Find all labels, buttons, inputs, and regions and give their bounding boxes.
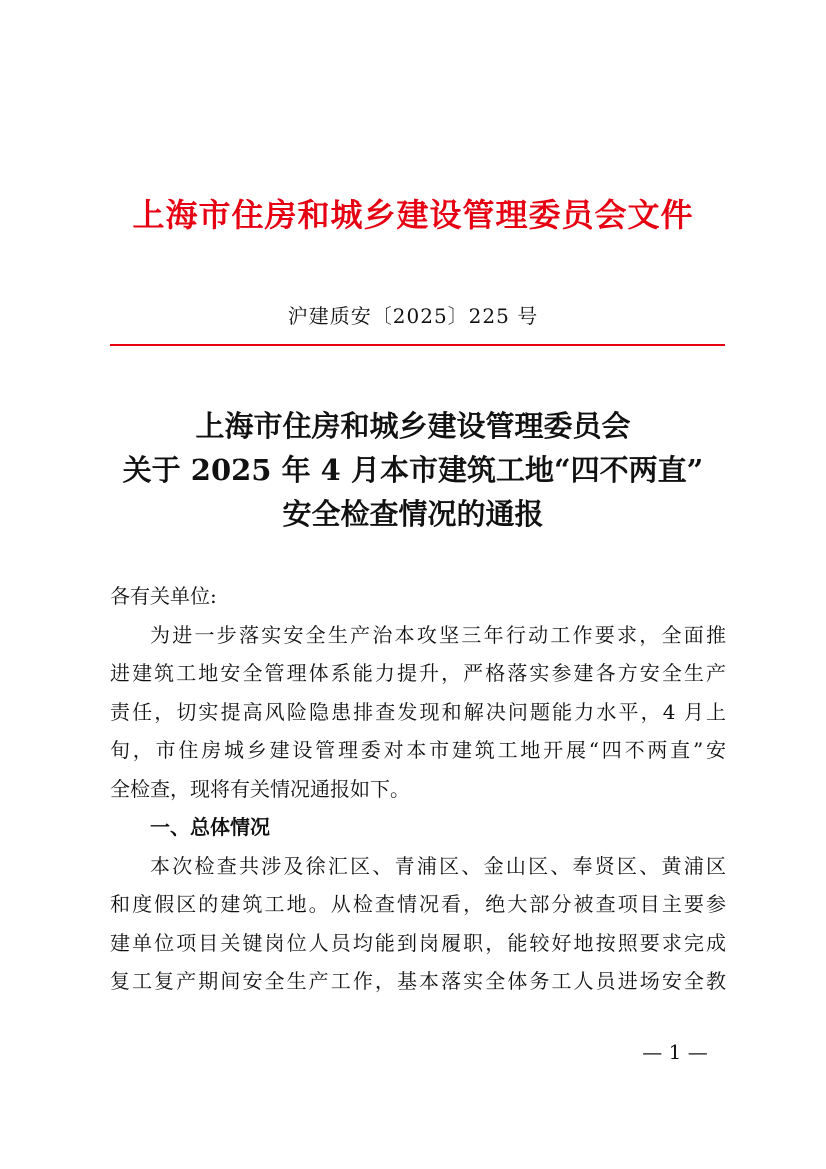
- text-line: 责任，切实提高风险隐患排查发现和解决问题能力水平，4 月上: [110, 699, 726, 724]
- title-line: 上海市住房和城乡建设管理委员会: [195, 409, 631, 443]
- text-line: 本次检查共涉及徐汇区、青浦区、金山区、奉贤区、黄浦区: [150, 853, 726, 878]
- text-line: 全检查，现将有关情况通报如下。: [110, 776, 410, 801]
- document-title: [0, 404, 826, 536]
- document-number: 沪建质安〔2025〕225 号: [287, 304, 539, 328]
- red-separator-rule: [110, 344, 725, 346]
- salutation: 各有关单位:: [110, 584, 217, 608]
- document-body: [110, 577, 726, 1001]
- issuer-title: 上海市住房和城乡建设管理委员会文件: [132, 196, 694, 234]
- paragraph-overview: [110, 847, 726, 1001]
- text-line: 建单位项目关键岗位人员均能到岗履职，能较好地按照要求完成: [110, 930, 726, 955]
- text-line: 旬，市住房城乡建设管理委对本市建筑工地开展“四不两直”安: [110, 738, 726, 762]
- page-number: — 1 —: [642, 1040, 708, 1064]
- title-line: 关于 2025 年 4 月本市建筑工地“四不两直”: [122, 453, 704, 487]
- paragraph-intro: [110, 616, 726, 809]
- text-line: 进建筑工地安全管理体系能力提升，严格落实参建各方安全生产: [110, 661, 726, 685]
- title-line: 安全检查情况的通报: [282, 497, 544, 531]
- text-line: 和度假区的建筑工地。从检查情况看，绝大部分被查项目主要参: [110, 892, 726, 916]
- text-line: 复工复产期间安全生产工作，基本落实全体务工人员进场安全教: [110, 969, 726, 993]
- text-line: 为进一步落实安全生产治本攻坚三年行动工作要求，全面推: [150, 622, 726, 647]
- section-heading: 一、总体情况: [150, 815, 270, 839]
